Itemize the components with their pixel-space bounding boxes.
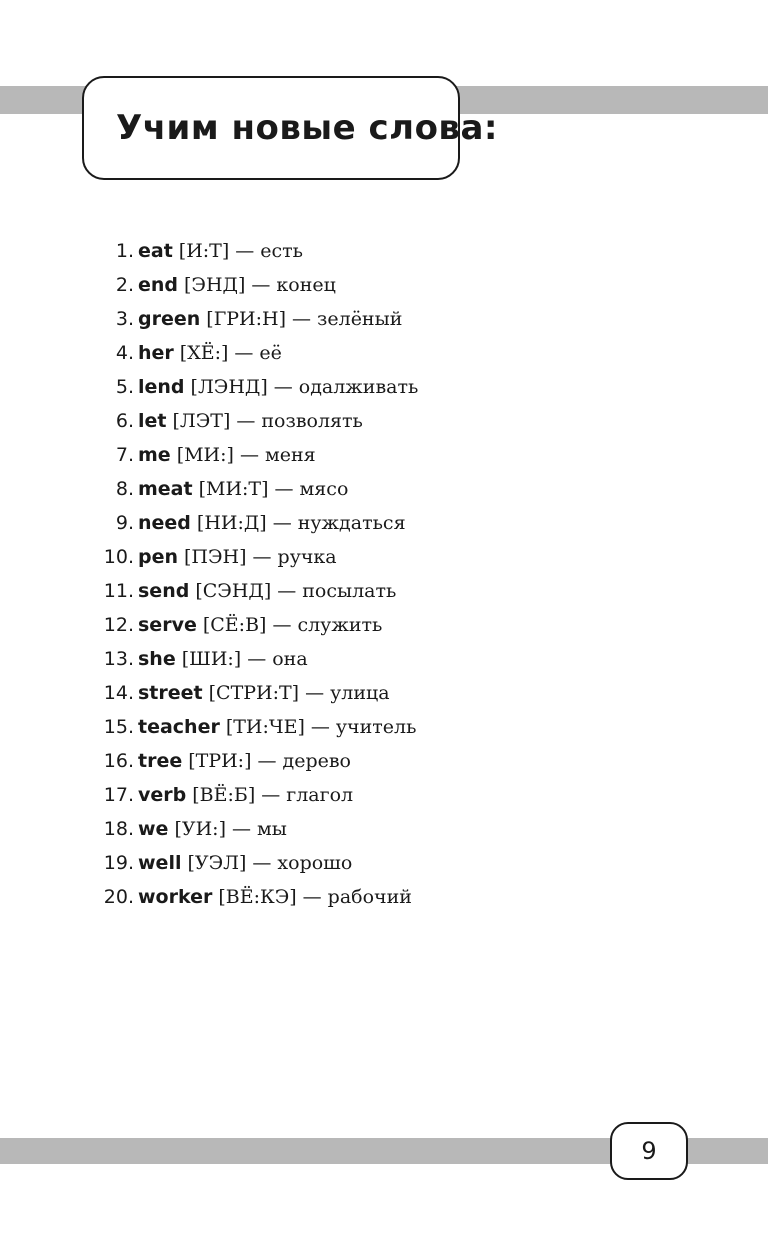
- transcription: [ЛЭНД]: [190, 376, 268, 398]
- dash: —: [257, 750, 277, 772]
- item-number: 4.: [115, 342, 134, 364]
- item-number: 3.: [115, 308, 134, 330]
- dash: —: [273, 376, 293, 398]
- translation: меня: [264, 444, 316, 466]
- list-item: [92, 778, 418, 812]
- translation: хорошо: [277, 852, 353, 874]
- translation: улица: [330, 682, 390, 704]
- transcription: [УЭЛ]: [187, 852, 247, 874]
- dash: —: [251, 274, 271, 296]
- english-word: pen: [138, 546, 179, 568]
- dash: —: [235, 240, 255, 262]
- english-word: her: [138, 342, 174, 364]
- list-item: [92, 812, 418, 846]
- dash: —: [302, 886, 322, 908]
- translation: конец: [276, 274, 336, 296]
- item-number: 7.: [115, 444, 134, 466]
- list-item: [92, 404, 418, 438]
- dash: —: [292, 308, 312, 330]
- english-word: well: [138, 852, 182, 874]
- list-item: [92, 302, 418, 336]
- english-word: let: [138, 410, 167, 432]
- dash: —: [247, 648, 267, 670]
- translation: нуждаться: [297, 512, 406, 534]
- title-box: [82, 76, 498, 180]
- translation: дерево: [282, 750, 351, 772]
- transcription: [ВЁ:КЭ]: [218, 886, 297, 908]
- item-number: 19.: [103, 852, 134, 874]
- dash: —: [272, 512, 292, 534]
- page-number-box: [610, 1122, 688, 1180]
- item-number: 9.: [115, 512, 134, 534]
- english-word: meat: [138, 478, 193, 500]
- list-item: [92, 744, 418, 778]
- translation: ручка: [277, 546, 337, 568]
- english-word: tree: [138, 750, 183, 772]
- item-number: 17.: [103, 784, 134, 806]
- transcription: [ТИ:ЧЕ]: [225, 716, 305, 738]
- translation: мы: [256, 818, 287, 840]
- english-word: she: [138, 648, 176, 670]
- english-word: me: [138, 444, 171, 466]
- item-number: 8.: [115, 478, 134, 500]
- list-item: [92, 336, 418, 370]
- english-word: worker: [138, 886, 213, 908]
- transcription: [ТРИ:]: [188, 750, 252, 772]
- dash: —: [252, 546, 272, 568]
- translation: рабочий: [327, 886, 412, 908]
- transcription: [СЁ:В]: [202, 614, 267, 636]
- translation: она: [272, 648, 308, 670]
- item-number: 2.: [115, 274, 134, 296]
- english-word: street: [138, 682, 203, 704]
- english-word: eat: [138, 240, 173, 262]
- dash: —: [274, 478, 294, 500]
- english-word: send: [138, 580, 190, 602]
- transcription: [НИ:Д]: [196, 512, 267, 534]
- item-number: 5.: [115, 376, 134, 398]
- list-item: [92, 540, 418, 574]
- english-word: lend: [138, 376, 185, 398]
- english-word: serve: [138, 614, 197, 636]
- translation: позволять: [261, 410, 363, 432]
- translation: глагол: [286, 784, 354, 806]
- transcription: [ВЁ:Б]: [192, 784, 256, 806]
- item-number: 18.: [103, 818, 134, 840]
- transcription: [ЛЭТ]: [172, 410, 231, 432]
- english-word: end: [138, 274, 179, 296]
- dash: —: [239, 444, 259, 466]
- item-number: 15.: [103, 716, 134, 738]
- transcription: [МИ:]: [176, 444, 234, 466]
- dash: —: [272, 614, 292, 636]
- translation: посылать: [302, 580, 397, 602]
- list-item: [92, 574, 418, 608]
- dash: —: [252, 852, 272, 874]
- list-item: [92, 642, 418, 676]
- item-number: 14.: [103, 682, 134, 704]
- translation: зелёный: [317, 308, 403, 330]
- dash: —: [234, 342, 254, 364]
- translation: служить: [297, 614, 383, 636]
- list-item: [92, 506, 418, 540]
- page-title: Учим новые слова:: [116, 108, 498, 148]
- transcription: [И:Т]: [178, 240, 230, 262]
- vocabulary-list: [92, 234, 418, 914]
- item-number: 16.: [103, 750, 134, 772]
- english-word: verb: [138, 784, 187, 806]
- translation: мясо: [299, 478, 349, 500]
- transcription: [МИ:Т]: [198, 478, 269, 500]
- translation: есть: [260, 240, 304, 262]
- transcription: [ПЭН]: [184, 546, 247, 568]
- list-item: [92, 846, 418, 880]
- english-word: teacher: [138, 716, 220, 738]
- item-number: 11.: [103, 580, 134, 602]
- list-item: [92, 268, 418, 302]
- dash: —: [310, 716, 330, 738]
- dash: —: [277, 580, 297, 602]
- translation: одалживать: [298, 376, 419, 398]
- dash: —: [236, 410, 256, 432]
- page-number: 9: [641, 1137, 657, 1165]
- dash: —: [261, 784, 281, 806]
- english-word: need: [138, 512, 191, 534]
- dash: —: [305, 682, 325, 704]
- transcription: [ГРИ:Н]: [206, 308, 287, 330]
- list-item: [92, 676, 418, 710]
- transcription: [СТРИ:Т]: [208, 682, 300, 704]
- item-number: 12.: [103, 614, 134, 636]
- translation: учитель: [335, 716, 417, 738]
- list-item: [92, 472, 418, 506]
- item-number: 20.: [103, 886, 134, 908]
- dash: —: [231, 818, 251, 840]
- list-item: [92, 608, 418, 642]
- item-number: 10.: [103, 546, 134, 568]
- translation: её: [259, 342, 282, 364]
- list-item: [92, 880, 418, 914]
- transcription: [УИ:]: [174, 818, 226, 840]
- english-word: green: [138, 308, 201, 330]
- list-item: [92, 438, 418, 472]
- item-number: 1.: [115, 240, 134, 262]
- transcription: [СЭНД]: [195, 580, 272, 602]
- item-number: 13.: [103, 648, 134, 670]
- english-word: we: [138, 818, 169, 840]
- transcription: [ЭНД]: [184, 274, 246, 296]
- list-item: [92, 234, 418, 268]
- list-item: [92, 710, 418, 744]
- item-number: 6.: [115, 410, 134, 432]
- list-item: [92, 370, 418, 404]
- transcription: [ШИ:]: [181, 648, 242, 670]
- transcription: [ХЁ:]: [179, 342, 229, 364]
